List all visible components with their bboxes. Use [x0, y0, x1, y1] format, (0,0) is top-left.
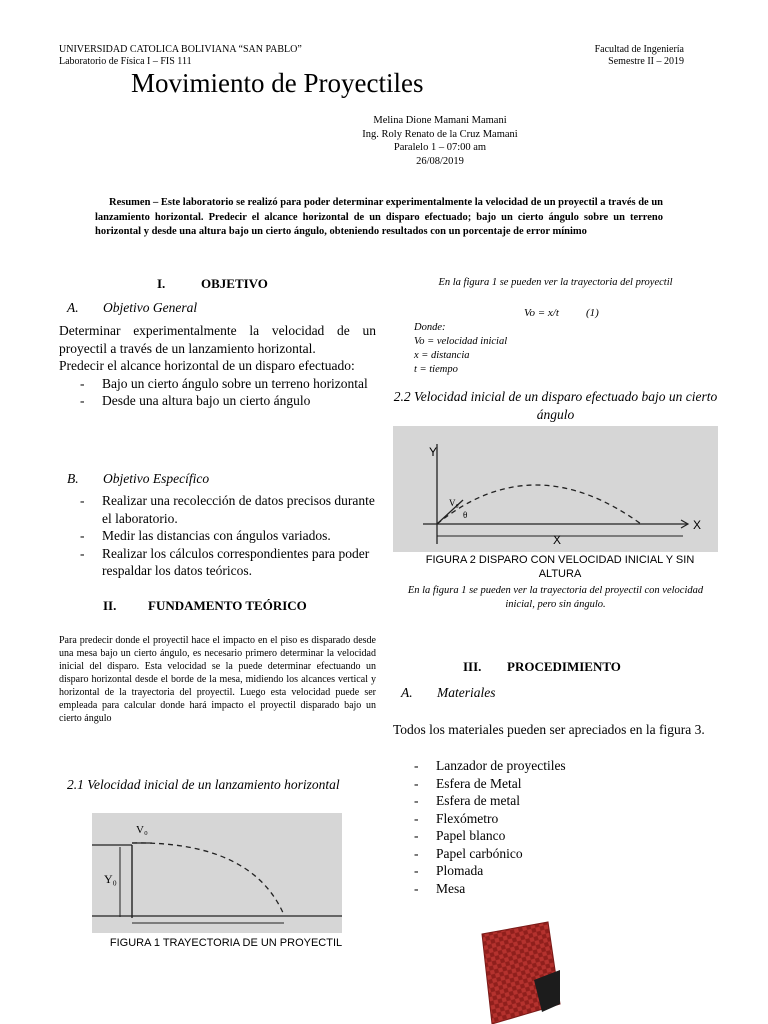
- materiales-intro: Todos los materiales pueden ser apreciados en la figura 3.: [393, 722, 705, 737]
- section-number-3: III.: [463, 659, 482, 674]
- figure-2: [393, 426, 718, 552]
- fig2-x-axis-label: X: [693, 518, 702, 532]
- list-item: - Bajo un cierto ángulo sobre un terreno horizontal: [59, 375, 376, 393]
- group: Paralelo 1 – 07:00 am: [393, 142, 487, 153]
- list-item: - Papel carbónico: [393, 845, 718, 863]
- subsection-materiales: Materiales: [437, 685, 496, 700]
- formula: Vo = x/t: [524, 307, 559, 319]
- figure-3-carbon-paper: [474, 920, 564, 1024]
- fig2-range-label: X: [553, 533, 562, 547]
- subsection-letter-b: B.: [67, 471, 79, 486]
- fig2-angle-label: θ: [463, 510, 468, 520]
- objetivo-especifico-list: [59, 492, 376, 580]
- fig1-velocity-label: V₀: [136, 824, 148, 836]
- date: 26/08/2019: [416, 155, 464, 167]
- section-number-1: I.: [157, 276, 166, 291]
- variable-vo: Vo = velocidad inicial: [414, 336, 508, 347]
- list-item: - Lanzador de proyectiles: [393, 757, 718, 775]
- list-item: - Plomada: [393, 862, 718, 880]
- section-heading-objetivo: OBJETIVO: [201, 276, 268, 291]
- figure-1-caption: FIGURA 1 TRAYECTORIA DE UN PROYECTIL: [109, 937, 343, 949]
- list-item: - Realizar los cálculos correspondientes para poder respaldar los datos teóricos.: [59, 545, 376, 580]
- fig2-velocity-label: V₀: [449, 498, 459, 508]
- fig1-height-label: Y₀: [104, 872, 117, 886]
- materiales-list: [393, 757, 718, 897]
- section-number-2: II.: [103, 598, 117, 613]
- subsection-objetivo-especifico: Objetivo Específico: [103, 471, 210, 486]
- list-item: - Papel blanco: [393, 827, 718, 845]
- subsection-2-1: 2.1 Velocidad inicial de un lanzamiento horizontal: [67, 777, 340, 792]
- variables-block: [414, 321, 507, 377]
- teacher-name: Ing. Roly Renato de la Cruz Mamani: [362, 128, 518, 140]
- subsection-letter-a: A.: [67, 300, 79, 315]
- list-item: - Desde una altura bajo un cierto ángulo: [59, 392, 376, 410]
- fig2-y-label: Y: [429, 445, 438, 459]
- fig1-reference: En la figura 1 se pueden ver la trayectoria del proyectil: [438, 277, 673, 288]
- formula-number: (1): [586, 307, 599, 319]
- objetivo-general-p1: Determinar experimentalmente la velocidad de un proyectil a través de un lanzamiento horizontal.: [59, 323, 376, 356]
- subsection-2-2: 2.2 Velocidad inicial de un disparo efectuado bajo un cierto ángulo: [393, 389, 718, 422]
- figure-1-background: [92, 813, 342, 933]
- list-item: - Flexómetro: [393, 810, 718, 828]
- list-item: - Esfera de metal: [393, 792, 718, 810]
- list-item: - Esfera de Metal: [393, 775, 718, 793]
- faculty-name: Facultad de Ingeniería: [594, 44, 684, 55]
- author-block: [320, 114, 560, 168]
- objetivo-general-body: [59, 322, 376, 410]
- section-heading-fundamento: FUNDAMENTO TEÓRICO: [148, 598, 307, 613]
- donde-label: Donde:: [414, 322, 446, 333]
- abstract: Resumen – Este laboratorio se realizó para poder determinar experimentalmente la velocidad de un proyectil a través de un lanzamiento horizontal. Predecir el alcance horizontal de un disparo efectuado; bajo un cierto ángulo sobre un terreno horizontal y desde una altura bajo un cierto ángulo, obteniendo resultados con un porcentaje de error mínimo: [95, 197, 663, 237]
- page-title: Movimiento de Proyectiles: [131, 68, 424, 98]
- figure-1: [92, 813, 342, 933]
- list-item: - Medir las distancias con ángulos variados.: [59, 527, 376, 545]
- list-item: - Realizar una recolección de datos precisos durante el laboratorio.: [59, 492, 376, 527]
- variable-x: x = distancia: [414, 350, 470, 361]
- fundamento-paragraph: Para predecir donde el proyectil hace el impacto en el piso es disparado desde una mesa bajo un cierto ángulo, es necesario primero determinar la velocidad inicial del disparo. Esta velocidad se la puede determinar efectuando un disparo horizontal desde el borde de la mesa, midiendo los alcances vertical y horizontal de la trayectoria del proyectil. Luego esta velocidad puede ser empleada para calcular donde hará impacto el proyectil disparado bajo un cierto ángulo: [59, 635, 376, 724]
- variable-t: t = tiempo: [414, 364, 458, 375]
- author-name: Melina Dione Mamani Mamani: [373, 115, 507, 126]
- figure-2-note: En la figura 1 se pueden ver la trayectoria del proyectil con velocidad inicial, pero sin ángulo.: [407, 585, 704, 610]
- semester: Semestre II – 2019: [608, 56, 684, 67]
- subsection-objetivo-general: Objetivo General: [103, 300, 198, 315]
- section-heading-procedimiento: PROCEDIMIENTO: [507, 659, 621, 674]
- university-name: UNIVERSIDAD CATOLICA BOLIVIANA “SAN PABLO”: [59, 44, 302, 55]
- figure-2-caption: FIGURA 2 DISPARO CON VELOCIDAD INICIAL Y SIN ALTURA: [425, 554, 695, 580]
- subsection-letter-a-materiales: A.: [401, 685, 413, 700]
- objetivo-general-p2: Predecir el alcance horizontal de un disparo efectuado:: [59, 358, 355, 373]
- lab-name: Laboratorio de Física I – FIS 111: [59, 56, 192, 67]
- list-item: - Mesa: [393, 880, 718, 898]
